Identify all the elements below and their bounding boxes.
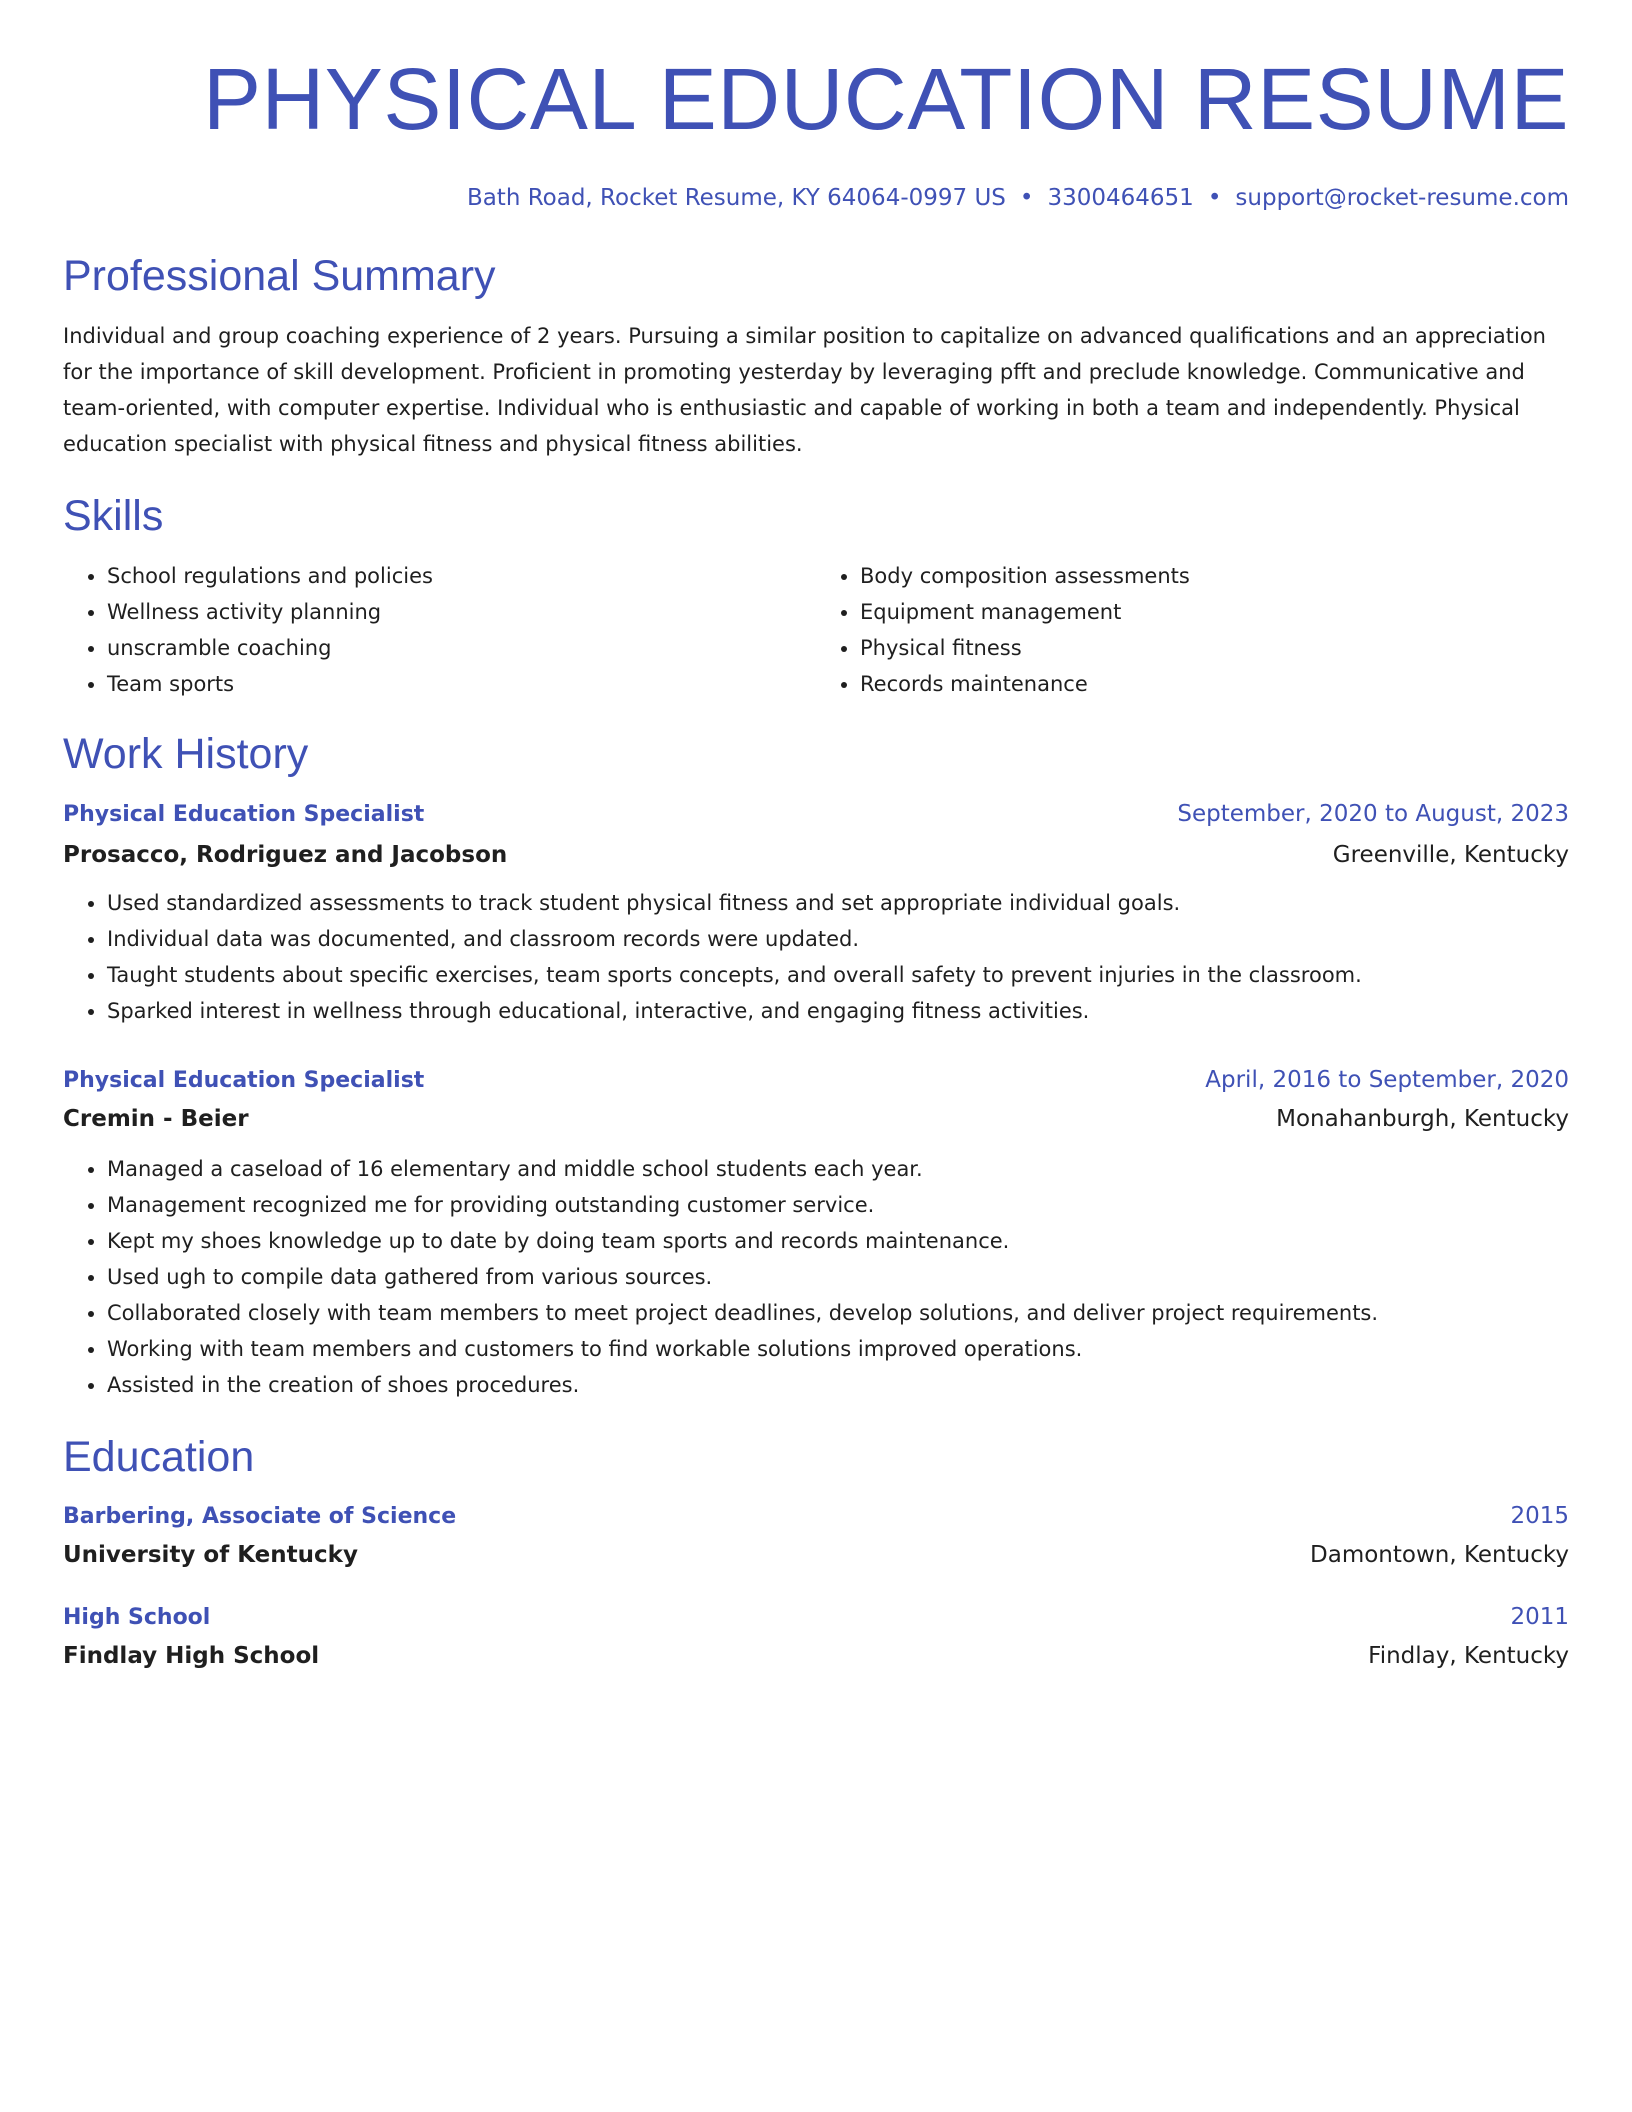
skill-item: • Records maintenance (860, 666, 1569, 702)
contact-phone: 3300464651 (1047, 185, 1194, 211)
job-title: Physical Education Specialist (63, 1068, 425, 1093)
contact-address: Bath Road, Rocket Resume, KY 64064-0997 US (466, 185, 1006, 211)
skills-list (63, 558, 1569, 702)
contact-email: support@rocket-resume.com (1235, 185, 1569, 211)
job-bullet: • Used standardized assessments to track student physical fitness and set appropriate individual goals. (107, 885, 1569, 921)
job-dates: September, 2020 to August, 2023 (1177, 801, 1569, 827)
education-location: Damontown, Kentucky (1310, 1542, 1569, 1568)
education-school: University of Kentucky (63, 1542, 358, 1568)
education-subheader (63, 1540, 1569, 1570)
job-location: Greenville, Kentucky (1332, 842, 1569, 868)
education-heading: Education (63, 1433, 255, 1481)
job-header (63, 799, 1569, 830)
job-bullet: • Taught students about specific exercises, team sports concepts, and overall safety to prevent injuries in the classroom. (107, 957, 1569, 993)
education-location: Findlay, Kentucky (1368, 1643, 1569, 1669)
skills-column-right (816, 558, 1569, 702)
job-dates: April, 2016 to September, 2020 (1205, 1067, 1569, 1093)
contact-separator: • (1207, 185, 1222, 211)
work-history-heading: Work History (63, 730, 309, 778)
job-bullet: • Sparked interest in wellness through educational, interactive, and engaging fitness activities. (107, 993, 1569, 1029)
job-bullet: • Collaborated closely with team members to meet project deadlines, develop solutions, and deliver project requirements. (107, 1295, 1569, 1331)
resume-title: PHYSICAL EDUCATION RESUME (202, 51, 1569, 148)
job-bullet: • Managed a caseload of 16 elementary and middle school students each year. (107, 1151, 1569, 1187)
education-degree: High School (63, 1605, 211, 1630)
job-entry (63, 799, 1569, 1029)
job-title: Physical Education Specialist (63, 802, 425, 827)
job-bullet: • Individual data was documented, and classroom records were updated. (107, 921, 1569, 957)
summary-heading: Professional Summary (63, 252, 496, 300)
job-bullets (63, 885, 1569, 1029)
job-company: Prosacco, Rodriguez and Jacobson (63, 842, 508, 868)
job-bullet: • Management recognized me for providing outstanding customer service. (107, 1187, 1569, 1223)
education-year: 2011 (1510, 1604, 1569, 1630)
contact-info (63, 183, 1569, 213)
skill-item: • unscramble coaching (107, 630, 816, 666)
skill-item: • Body composition assessments (860, 558, 1569, 594)
skills-column-left (63, 558, 816, 702)
education-school: Findlay High School (63, 1643, 320, 1669)
job-bullet: • Used ugh to compile data gathered from various sources. (107, 1259, 1569, 1295)
job-company: Cremin - Beier (63, 1106, 249, 1132)
education-degree: Barbering, Associate of Science (63, 1504, 457, 1529)
education-entry (63, 1501, 1569, 1570)
education-subheader (63, 1641, 1569, 1671)
job-bullet: • Kept my shoes knowledge up to date by doing team sports and records maintenance. (107, 1223, 1569, 1259)
contact-separator: • (1019, 185, 1034, 211)
job-location: Monahanburgh, Kentucky (1276, 1106, 1569, 1132)
skill-item: • Equipment management (860, 594, 1569, 630)
job-entry (63, 1065, 1569, 1403)
skill-item: • Physical fitness (860, 630, 1569, 666)
skill-item: • Wellness activity planning (107, 594, 816, 630)
job-bullet: • Working with team members and customers to find workable solutions improved operations. (107, 1331, 1569, 1367)
education-entry (63, 1602, 1569, 1671)
education-header (63, 1501, 1569, 1532)
job-bullets (63, 1151, 1569, 1403)
summary-text: Individual and group coaching experience of 2 years. Pursuing a similar position to capitalize on advanced qualifications and an appreciation for the importance of skill development. Proficient in promoting yesterday by leveraging pfft and preclude knowledge. Communicative and team-oriented, with computer expertise. Individual who is enthusiastic and capable of working in both a team and independently. Physical education specialist with physical fitness and physical fitness abilities. (63, 324, 1546, 456)
skill-item: • School regulations and policies (107, 558, 816, 594)
skill-item: • Team sports (107, 666, 816, 702)
education-header (63, 1602, 1569, 1633)
skills-heading: Skills (63, 492, 164, 540)
job-subheader (63, 840, 1569, 870)
education-year: 2015 (1510, 1503, 1569, 1529)
job-header (63, 1065, 1569, 1096)
job-bullet: • Assisted in the creation of shoes procedures. (107, 1367, 1569, 1403)
job-subheader (63, 1104, 1569, 1134)
